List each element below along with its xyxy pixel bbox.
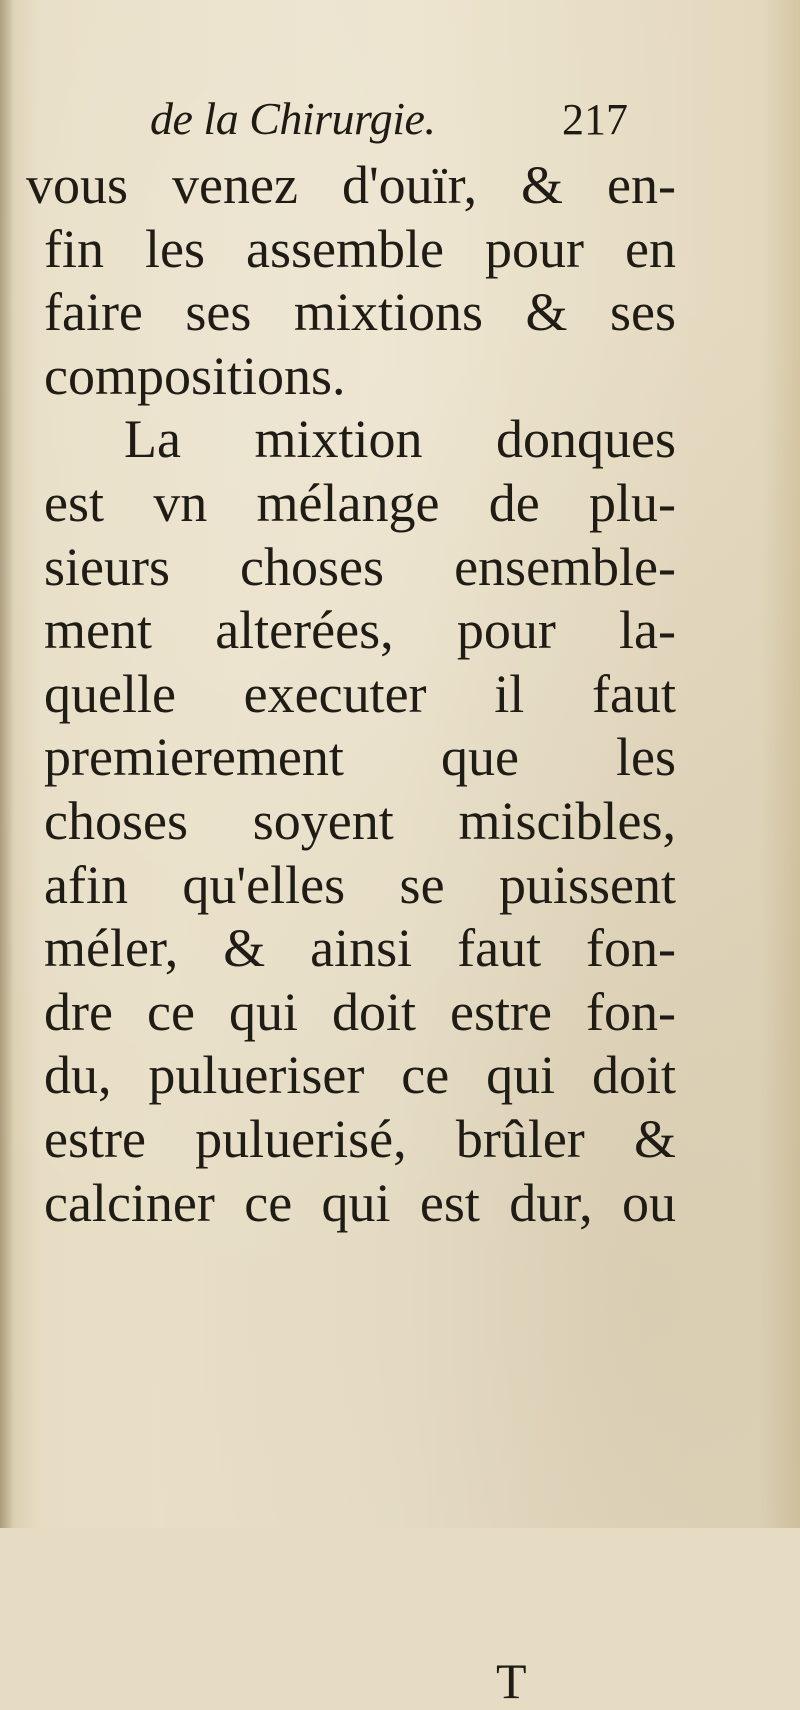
text-line: dre ce qui doit estre fon- — [44, 981, 676, 1042]
text-line: sieurs choses ensemble- — [44, 536, 676, 597]
running-head — [0, 92, 800, 152]
text-line: estre puluerisé, brûler & — [44, 1108, 676, 1169]
text-line: méler, & ainsi faut fon- — [44, 918, 676, 979]
text-line: afin qu'elles se puissent — [44, 854, 676, 915]
text-line: fin les assemble pour en — [44, 218, 676, 279]
text-line: calciner ce qui est dur, ou — [44, 1172, 676, 1233]
text-line: La mixtion donques — [124, 409, 676, 470]
running-title: de la Chirurgie. — [150, 93, 436, 144]
text-line: premierement que les — [44, 727, 676, 788]
text-line: vous venez d'ouïr, & en- — [26, 155, 676, 215]
text-line: faire ses mixtions & ses — [44, 282, 676, 343]
body-text — [26, 154, 676, 1235]
text-line: choses soyent miscibles, — [44, 790, 676, 851]
text-line: est vn mélange de plu- — [44, 472, 676, 533]
text-line: quelle executer il faut — [44, 663, 676, 724]
page-gutter-shadow — [0, 0, 14, 1528]
catchword: T — [496, 1653, 527, 1709]
text-line: compositions. — [44, 345, 346, 406]
text-line: du, pulueriser ce qui doit — [44, 1045, 676, 1106]
page-number: 217 — [562, 95, 628, 144]
text-line: ment alterées, pour la- — [44, 600, 676, 661]
